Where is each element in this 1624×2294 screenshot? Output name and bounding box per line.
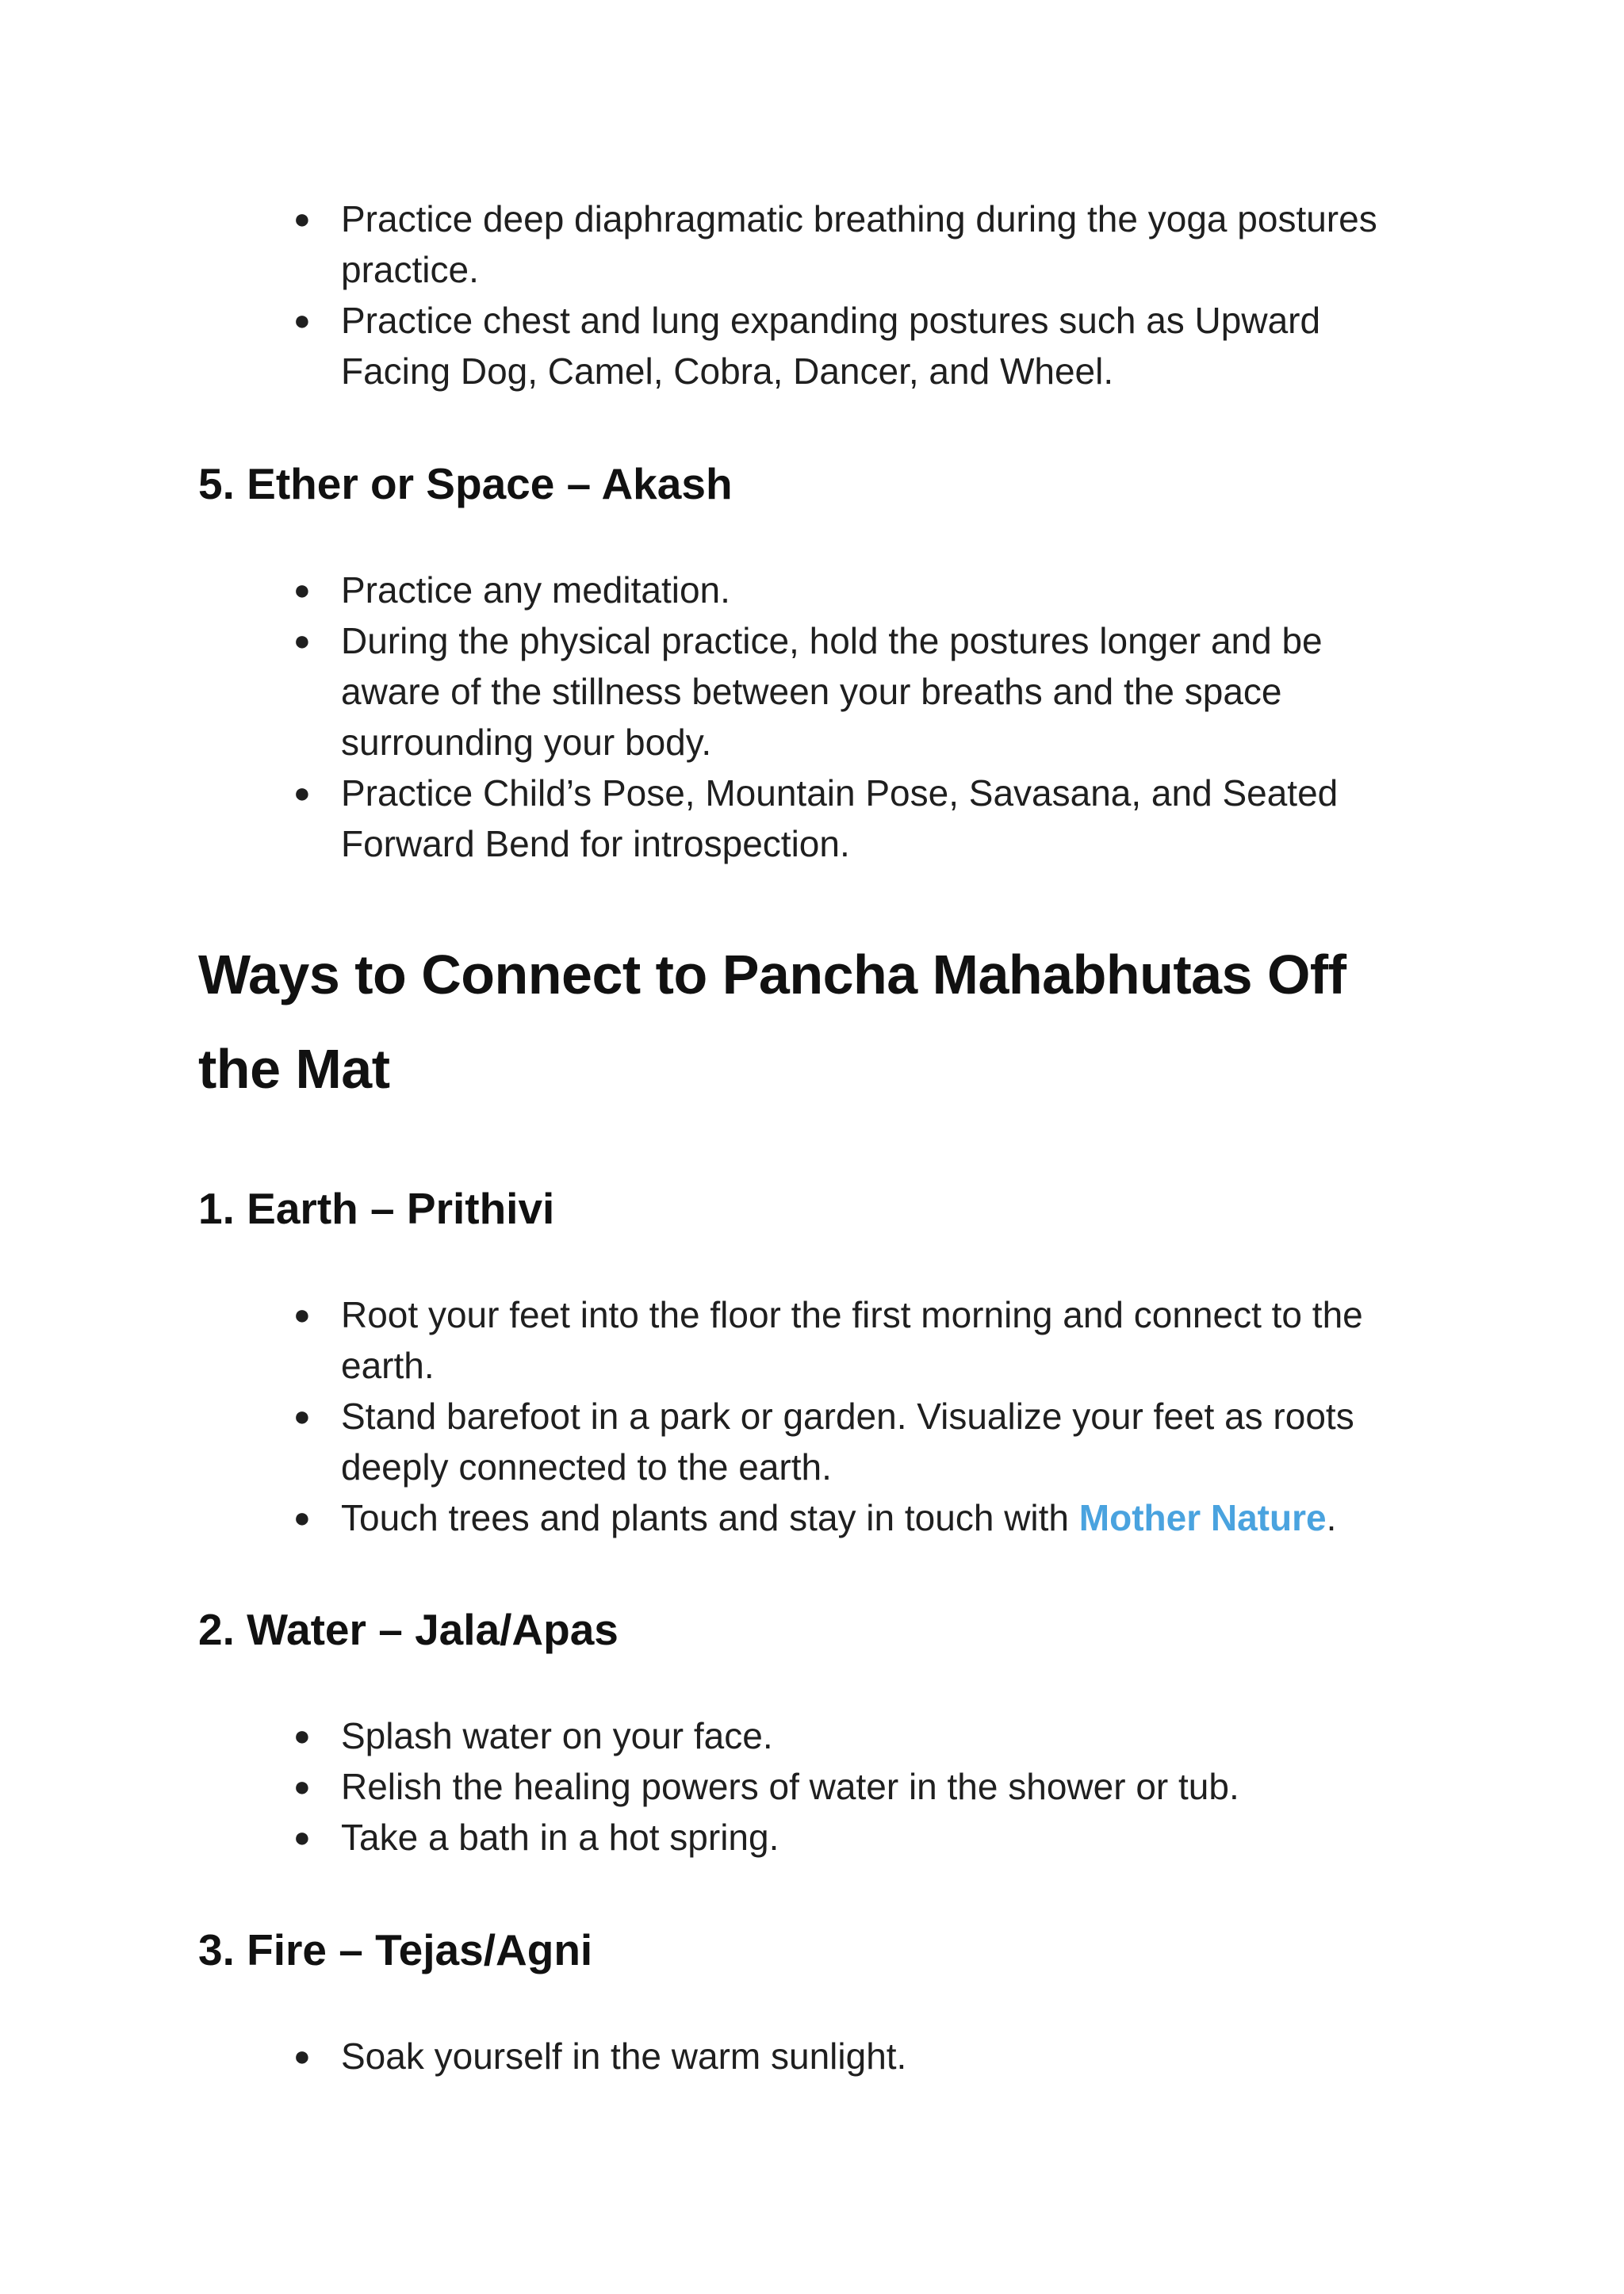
list-item-text-suffix: . [1326,1497,1337,1538]
earth-list [198,1289,1435,1543]
list-item-text: Relish the healing powers of water in the shower or tub. [341,1766,1239,1807]
air-practice-list-continued [198,193,1435,396]
bullet-icon: ● [293,2039,311,2072]
bullet-icon: ● [293,1501,311,1534]
water-list [198,1710,1435,1863]
ether-section [198,452,1435,515]
list-item [198,295,1388,396]
water-section [198,1598,1435,1661]
list-item-text: Root your feet into the floor the first morning and connect to the earth. [341,1294,1363,1386]
list-item-text-prefix: Touch trees and plants and stay in touch with [341,1497,1079,1538]
list-item [198,1710,1435,1761]
bullet-icon: ● [293,573,311,606]
list-item-text: Take a bath in a hot spring. [341,1817,779,1858]
fire-list [198,2031,1435,2081]
bullet-icon: ● [293,304,311,336]
list-item [198,2031,1435,2081]
list-item-text: Splash water on your face. [341,1715,773,1756]
fire-section [198,1918,1435,1982]
bullet-icon: ● [293,1821,311,1853]
water-heading: 2. Water – Jala/Apas [198,1605,619,1654]
ether-list [198,565,1435,869]
list-item [198,193,1419,295]
list-item [198,1812,1435,1863]
fire-heading: 3. Fire – Tejas/Agni [198,1925,593,1974]
list-item-text: During the physical practice, hold the postures longer and be aware of the stillness between your breaths and the space surrounding your body. [341,620,1323,763]
bullet-icon: ● [293,1400,311,1432]
bullet-icon: ● [293,1719,311,1752]
bullet-icon: ● [293,1770,311,1802]
list-item-text: Practice deep diaphragmatic breathing during the yoga postures practice. [341,198,1377,290]
ether-heading: 5. Ether or Space – Akash [198,459,733,508]
bullet-icon: ● [293,624,311,657]
list-item [198,1289,1419,1391]
earth-heading: 1. Earth – Prithivi [198,1184,555,1233]
section-title-block [198,928,1435,1116]
earth-section [198,1177,1435,1240]
section-title: Ways to Connect to Pancha Mahabhutas Off the Mat [198,944,1346,1100]
list-item [198,1761,1435,1812]
bullet-icon: ● [293,1298,311,1331]
list-item-text: Stand barefoot in a park or garden. Visualize your feet as roots deeply connected to the earth. [341,1396,1354,1488]
bullet-icon: ● [293,776,311,809]
list-item-text: Practice Child’s Pose, Mountain Pose, Savasana, and Seated Forward Bend for introspection. [341,772,1339,864]
list-item [198,1391,1419,1492]
list-item-text: Practice any meditation. [341,569,730,611]
list-item [198,768,1388,869]
mother-nature-link[interactable]: Mother Nature [1078,1497,1327,1538]
list-item-text: Practice chest and lung expanding postures such as Upward Facing Dog, Camel, Cobra, Dancer, and Wheel. [341,300,1321,392]
bullet-icon: ● [293,202,311,235]
list-item [198,1492,1451,1543]
list-item [198,615,1388,768]
list-item-text: Soak yourself in the warm sunlight. [341,2035,907,2077]
list-item [198,565,1419,615]
